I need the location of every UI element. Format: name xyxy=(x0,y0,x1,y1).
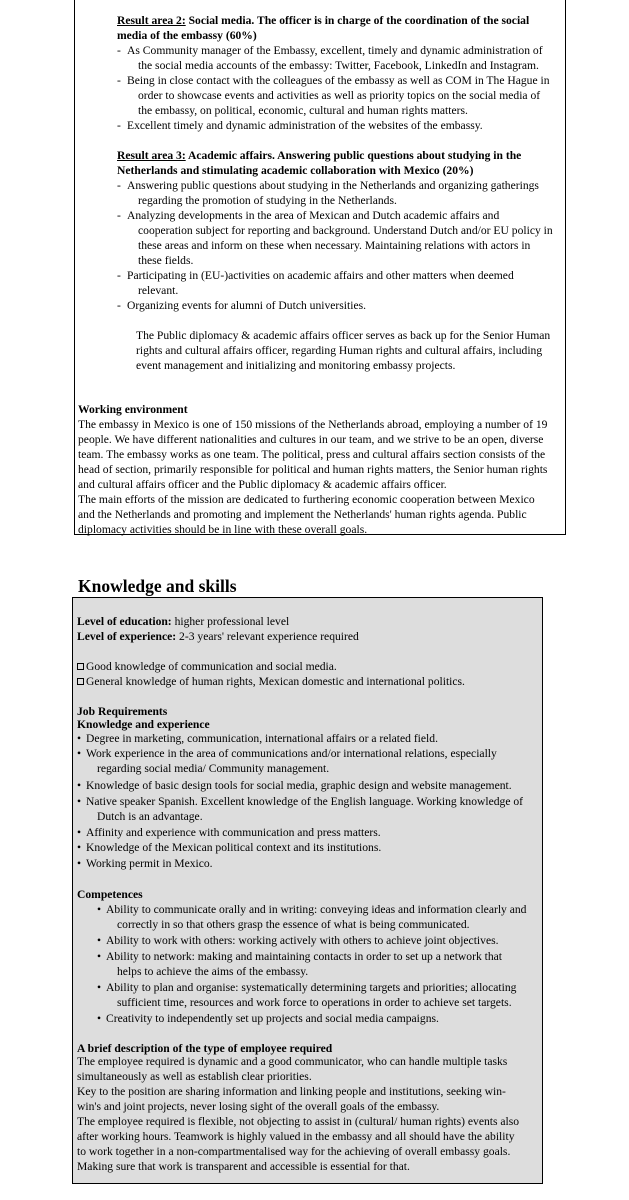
checklist-item-text: General knowledge of human rights, Mexican domestic and international politics. xyxy=(86,675,465,688)
requirement-bullet: • xyxy=(77,732,82,745)
competence-5-line-1: Creativity to independently set up projects and social media campaigns. xyxy=(106,1012,439,1025)
result-area-3-bullet: - xyxy=(117,209,121,222)
requirement-bullet: • xyxy=(77,795,82,808)
result-area-2-title-line-2: media of the embassy (60%) xyxy=(117,29,257,42)
result-area-3-bullet: - xyxy=(117,269,121,282)
result-area-3-item-3-line-2: relevant. xyxy=(138,284,179,297)
result-area-2-title-text: Social media. The officer is in charge of the coordination of the social xyxy=(185,14,530,27)
education-value: higher professional level xyxy=(171,615,290,628)
experience-value: 2-3 years' relevant experience required xyxy=(176,630,359,643)
requirement-bullet: • xyxy=(77,826,82,839)
requirement-1-line-1: Degree in marketing, communication, international affairs or a related field. xyxy=(86,732,438,745)
working-environment-line: people. We have different nationalities and cultures in our team, and we strive to be an open, diverse xyxy=(78,433,544,446)
competence-4-line-2: sufficient time, resources and work force to operations in order to achieve set targets. xyxy=(117,996,512,1009)
employee-type-line: simultaneously as well as establish clear priorities. xyxy=(77,1070,312,1083)
checkbox-icon xyxy=(77,678,84,685)
result-area-3-item-3-line-1: Participating in (EU-)activities on academic affairs and other matters when deemed xyxy=(127,269,514,282)
education-line xyxy=(77,614,289,629)
requirement-3-line-1: Knowledge of basic design tools for social media, graphic design and website management. xyxy=(86,779,512,792)
competence-1-line-1: Ability to communicate orally and in writing: conveying ideas and information clearly and xyxy=(106,903,527,916)
competence-bullet: • xyxy=(97,1012,102,1025)
employee-type-line: Key to the position are sharing information and linking people and institutions, seeking win- xyxy=(77,1085,506,1098)
working-environment-line: and the Netherlands and promoting and implement the Netherlands' human rights agenda. Public xyxy=(78,508,527,521)
result-area-2-label: Result area 2: xyxy=(117,14,186,27)
competence-4-line-1: Ability to plan and organise: systematically determining targets and priorities; allocating xyxy=(106,981,517,994)
competences-title: Competences xyxy=(77,888,143,901)
employee-type-line: The employee required is flexible, not objecting to assist in (cultural/ human rights) events also xyxy=(77,1115,520,1128)
checklist-item xyxy=(77,659,337,674)
working-environment-title: Working environment xyxy=(78,403,188,416)
requirement-4-line-1: Native speaker Spanish. Excellent knowledge of the English language. Working knowledge of xyxy=(86,795,524,808)
knowledge-skills-heading: Knowledge and skills xyxy=(78,576,237,596)
competence-bullet: • xyxy=(97,903,102,916)
working-environment-line: head of section, primarily responsible for political and human rights matters, the Senior human rights xyxy=(78,463,548,476)
result-area-2-item-2-line-1: Being in close contact with the colleagues of the embassy as well as COM in The Hague in xyxy=(127,74,550,87)
requirement-2-line-1: Work experience in the area of communications and/or international relations, especially xyxy=(86,747,497,760)
result-area-3-title-line-1 xyxy=(117,148,521,163)
employee-type-line: win's and joint projects, never losing sight of the overall goals of the embassy. xyxy=(77,1100,440,1113)
requirement-7-line-1: Working permit in Mexico. xyxy=(86,857,213,870)
requirement-bullet: • xyxy=(77,857,82,870)
competence-3-line-2: helps to achieve the aims of the embassy. xyxy=(117,965,309,978)
competence-1-line-2: correctly in so that others grasp the essence of what is being communicated. xyxy=(117,918,470,931)
experience-line xyxy=(77,629,359,644)
knowledge-experience-title: Knowledge and experience xyxy=(77,718,210,731)
result-area-3-item-4-line-1: Organizing events for alumni of Dutch universities. xyxy=(127,299,367,312)
working-environment-line: The main efforts of the mission are dedicated to furthering economic cooperation between Mexico xyxy=(78,493,535,506)
experience-label: Level of experience: xyxy=(77,630,177,643)
working-environment-line: The embassy in Mexico is one of 150 missions of the Netherlands abroad, employing a number of 19 xyxy=(78,418,548,431)
result-area-2-item-1-line-2: the social media accounts of the embassy: Twitter, Facebook, LinkedIn and Instagram. xyxy=(138,59,539,72)
employee-type-line: after working hours. Teamwork is highly valued in the embassy and all should have the ability xyxy=(77,1130,515,1143)
requirement-5-line-1: Affinity and experience with communication and press matters. xyxy=(86,826,381,839)
employee-type-line: The employee required is dynamic and a good communicator, who can handle multiple tasks xyxy=(77,1055,508,1068)
checkbox-icon xyxy=(77,663,84,670)
result-area-2-bullet: - xyxy=(117,44,121,57)
checklist-item xyxy=(77,674,465,689)
competence-bullet: • xyxy=(97,981,102,994)
result-area-2-item-2-line-3: the embassy, on political, economic, cultural and human rights matters. xyxy=(138,104,468,117)
result-area-2-bullet: - xyxy=(117,74,121,87)
employee-type-line: Making sure that work is transparent and accessible is essential for that. xyxy=(77,1160,410,1173)
requirement-bullet: • xyxy=(77,747,82,760)
result-area-3-item-1-line-2: regarding the promotion of studying in the Netherlands. xyxy=(138,194,397,207)
backup-note-line-3: event management and initializing and monitoring embassy projects. xyxy=(136,359,456,372)
result-area-2-item-3-line-1: Excellent timely and dynamic administration of the websites of the embassy. xyxy=(127,119,483,132)
backup-note-line-1: The Public diplomacy & academic affairs officer serves as back up for the Senior Human xyxy=(136,329,551,342)
checklist-item-text: Good knowledge of communication and social media. xyxy=(86,660,337,673)
competence-3-line-1: Ability to network: making and maintaining contacts in order to set up a network that xyxy=(106,950,503,963)
requirement-bullet: • xyxy=(77,841,82,854)
employee-type-title: A brief description of the type of employee required xyxy=(77,1042,333,1055)
competence-2-line-1: Ability to work with others: working actively with others to achieve joint objectives. xyxy=(106,934,499,947)
working-environment-line: and cultural affairs officer and the Public diplomacy & academic affairs officer. xyxy=(78,478,447,491)
result-area-3-item-2-line-1: Analyzing developments in the area of Mexican and Dutch academic affairs and xyxy=(127,209,500,222)
requirement-bullet: • xyxy=(77,779,82,792)
education-label: Level of education: xyxy=(77,615,172,628)
requirement-2-line-2: regarding social media/ Community management. xyxy=(97,762,330,775)
requirement-6-line-1: Knowledge of the Mexican political context and its institutions. xyxy=(86,841,382,854)
competence-bullet: • xyxy=(97,950,102,963)
job-requirements-title: Job Requirements xyxy=(77,705,168,718)
result-area-3-item-2-line-4: these fields. xyxy=(138,254,194,267)
result-area-3-item-1-line-1: Answering public questions about studying in the Netherlands and organizing gatherings xyxy=(127,179,539,192)
result-area-3-item-2-line-2: cooperation subject for reporting and background. Understand Dutch and/or EU policy in xyxy=(138,224,553,237)
result-area-3-title-text: Academic affairs. Answering public questions about studying in the xyxy=(185,149,522,162)
result-area-2-title-line-1 xyxy=(117,13,529,28)
result-area-3-bullet: - xyxy=(117,179,121,192)
result-area-2-bullet: - xyxy=(117,119,121,132)
working-environment-line: team. The embassy works as one team. The political, press and cultural affairs section consists of the xyxy=(78,448,546,461)
result-area-3-title-line-2: Netherlands and stimulating academic collaboration with Mexico (20%) xyxy=(117,164,474,177)
backup-note-line-2: rights and cultural affairs officer, regarding Human rights and cultural affairs, including xyxy=(136,344,543,357)
requirement-4-line-2: Dutch is an advantage. xyxy=(97,810,203,823)
working-environment-line: diplomacy activities should be in line with these overall goals. xyxy=(78,523,368,536)
result-area-2-item-1-line-1: As Community manager of the Embassy, excellent, timely and dynamic administration of xyxy=(127,44,543,57)
result-area-2-item-2-line-2: order to showcase events and activities as well as priority topics on the social media of xyxy=(138,89,541,102)
employee-type-line: to work together in a non-compartmentalised way for the achieving of overall embassy goals. xyxy=(77,1145,511,1158)
result-area-3-bullet: - xyxy=(117,299,121,312)
result-area-3-item-2-line-3: these areas and inform on these when necessary. Maintaining relations with actors in xyxy=(138,239,531,252)
competence-bullet: • xyxy=(97,934,102,947)
result-area-3-label: Result area 3: xyxy=(117,149,186,162)
